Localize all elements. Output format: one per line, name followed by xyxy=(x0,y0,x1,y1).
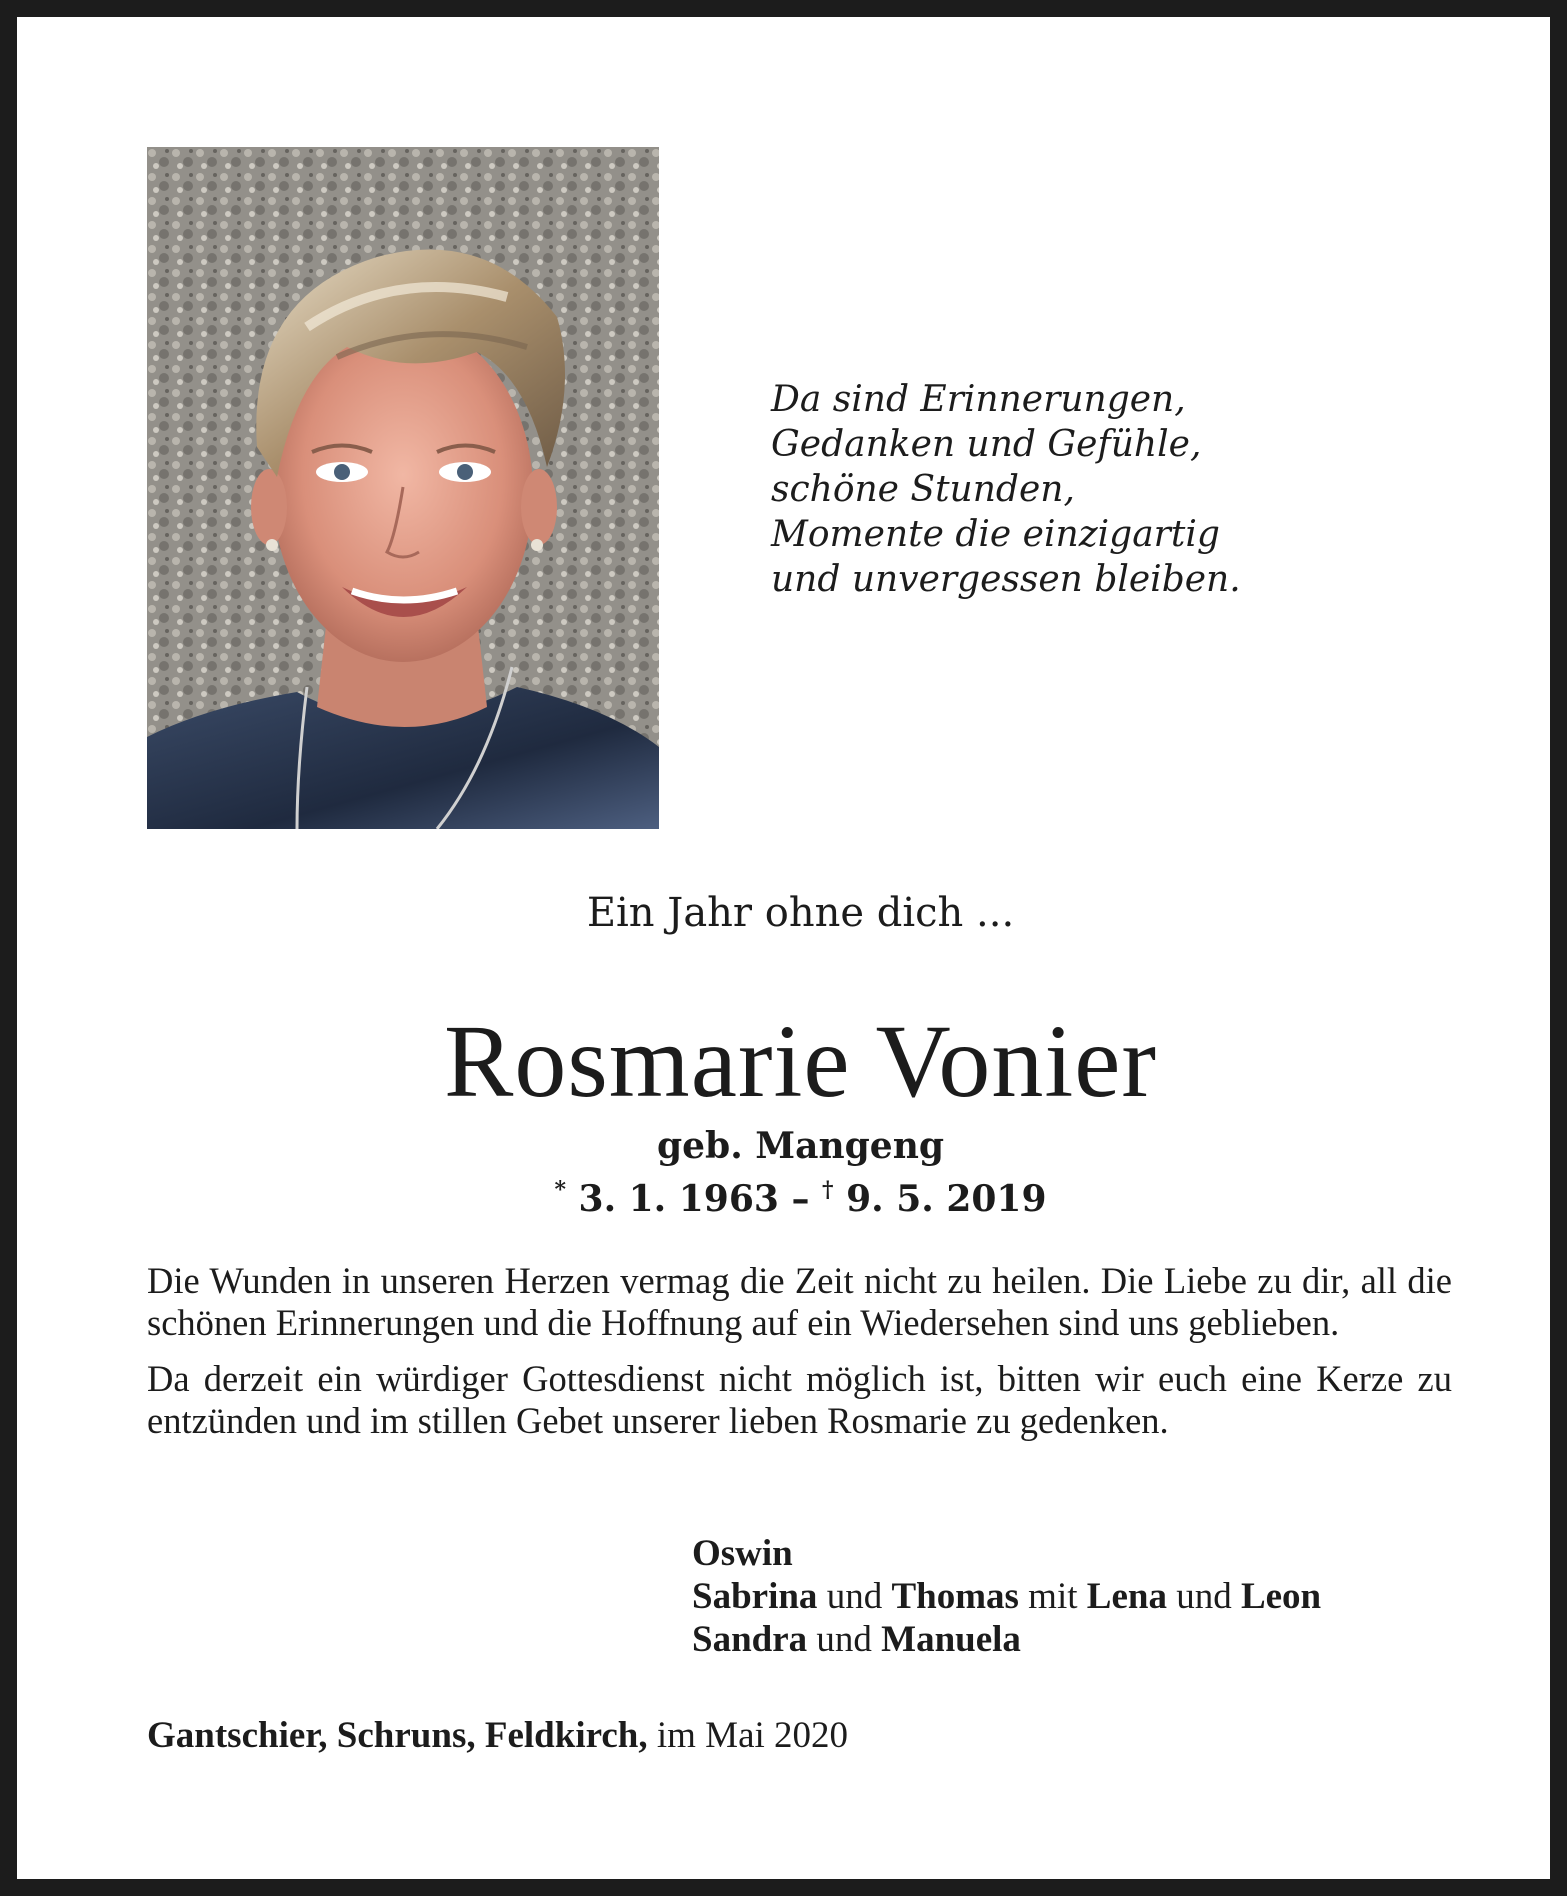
mourner-name: Manuela xyxy=(881,1619,1021,1660)
birth-name: geb. Mangeng xyxy=(656,1125,945,1167)
mourner-name: Oswin xyxy=(692,1533,793,1574)
mourners-list xyxy=(692,1532,1452,1661)
date: im Mai 2020 xyxy=(647,1715,849,1756)
conjunction: mit xyxy=(1018,1576,1087,1617)
mourner-name: Leon xyxy=(1240,1576,1322,1617)
poem-line: Da sind Erinnerungen, xyxy=(771,379,1186,420)
poem-line: schöne Stunden, xyxy=(771,469,1075,510)
portrait-photo xyxy=(147,147,659,829)
birth-symbol: * xyxy=(554,1177,566,1203)
place-date-line xyxy=(147,1714,1452,1758)
mourner-name: Lena xyxy=(1086,1576,1167,1617)
conjunction: und xyxy=(1166,1576,1241,1617)
death-symbol: † xyxy=(822,1177,834,1203)
mourners-row xyxy=(692,1618,1452,1661)
intro-line: Ein Jahr ohne dich ... xyxy=(586,890,1015,936)
poem-line: Momente die einzigartig xyxy=(771,514,1220,555)
life-dates xyxy=(17,1168,1567,1221)
obituary-text xyxy=(147,1260,1452,1456)
death-date: 9. 5. 2019 xyxy=(846,1178,1047,1220)
deceased-name: Rosmarie Vonier xyxy=(443,1004,1158,1119)
paragraph: Die Wunden in unseren Herzen vermag die Zeit nicht zu heilen. Die Liebe zu dir, all die schönen Erinnerungen und die Hoffnung auf ein Wiedersehen sind uns geblieben. xyxy=(147,1260,1452,1343)
mourners-row xyxy=(692,1575,1452,1618)
places: Gantschier, Schruns, Feldkirch, xyxy=(147,1715,648,1756)
mourner-name: Sandra xyxy=(692,1619,808,1660)
conjunction: und xyxy=(807,1619,882,1660)
conjunction: und xyxy=(817,1576,892,1617)
poem-line: Gedanken und Gefühle, xyxy=(771,424,1202,465)
birth-date: 3. 1. 1963 xyxy=(578,1178,779,1220)
date-separator: – xyxy=(778,1178,823,1220)
mourner-name: Thomas xyxy=(891,1576,1019,1617)
mourners-row xyxy=(692,1532,1452,1575)
mourner-name: Sabrina xyxy=(692,1576,818,1617)
poem-line: und unvergessen bleiben. xyxy=(771,559,1241,600)
poem xyxy=(771,377,1331,602)
portrait-photo-image xyxy=(147,147,659,829)
paragraph: Da derzeit ein würdiger Gottesdienst nicht möglich ist, bitten wir euch eine Kerze zu entzünden und im stillen Gebet unserer lieben Rosmarie zu gedenken. xyxy=(147,1358,1452,1441)
